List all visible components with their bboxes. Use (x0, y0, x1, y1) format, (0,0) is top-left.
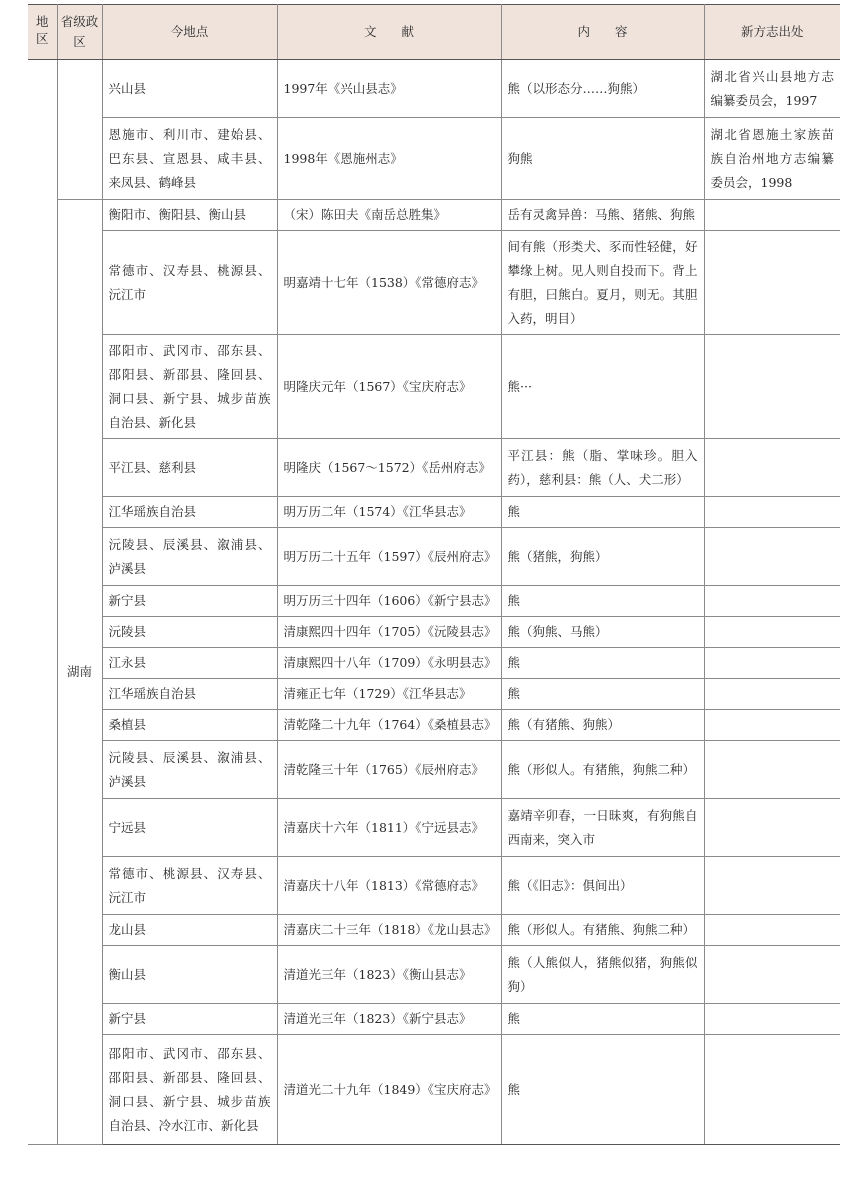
literature-cell: 明隆庆（1567～1572）《岳州府志》 (277, 439, 501, 497)
source-cell (704, 231, 840, 335)
source-cell (704, 741, 840, 799)
content-cell: 熊（形似人。有猪熊、狗熊二种） (501, 915, 704, 946)
place-cell: 江华瑶族自治县 (102, 497, 277, 528)
source-cell (704, 857, 840, 915)
table-row (28, 648, 840, 679)
place-cell: 江华瑶族自治县 (102, 679, 277, 710)
literature-cell: 明嘉靖十七年（1538）《常德府志》 (277, 231, 501, 335)
source-cell (704, 335, 840, 439)
content-cell: 岳有灵禽异兽：马熊、猪熊、狗熊 (501, 200, 704, 231)
place-cell: 龙山县 (102, 915, 277, 946)
literature-cell: 清雍正七年（1729）《江华县志》 (277, 679, 501, 710)
content-cell: 狗熊 (501, 118, 704, 200)
literature-cell: 清乾隆二十九年（1764）《桑植县志》 (277, 710, 501, 741)
source-cell (704, 799, 840, 857)
literature-cell: 清道光三年（1823）《新宁县志》 (277, 1004, 501, 1035)
literature-cell: 清道光二十九年（1849）《宝庆府志》 (277, 1035, 501, 1145)
place-cell: 宁远县 (102, 799, 277, 857)
literature-cell: 清嘉庆十六年（1811）《宁远县志》 (277, 799, 501, 857)
place-cell: 衡阳市、衡阳县、衡山县 (102, 200, 277, 231)
table-row (28, 710, 840, 741)
literature-cell: 清康熙四十四年（1705）《沅陵县志》 (277, 617, 501, 648)
place-cell: 沅陵县、辰溪县、溆浦县、泸溪县 (102, 528, 277, 586)
gazetteer-table (28, 4, 840, 1145)
place-cell: 常德市、汉寿县、桃源县、沅江市 (102, 231, 277, 335)
source-cell (704, 439, 840, 497)
source-cell (704, 679, 840, 710)
table-header-row (28, 5, 840, 60)
source-cell: 湖北省恩施土家族苗族自治州地方志编纂委员会，1998 (704, 118, 840, 200)
table-row (28, 679, 840, 710)
literature-cell: 清康熙四十八年（1709）《永明县志》 (277, 648, 501, 679)
table-row (28, 200, 840, 231)
literature-cell: 明万历二年（1574）《江华县志》 (277, 497, 501, 528)
source-cell (704, 915, 840, 946)
content-cell: 熊（《旧志》：俱间出） (501, 857, 704, 915)
place-cell: 桑植县 (102, 710, 277, 741)
place-cell: 衡山县 (102, 946, 277, 1004)
place-cell: 新宁县 (102, 1004, 277, 1035)
table-row (28, 118, 840, 200)
literature-cell: 明万历三十四年（1606）《新宁县志》 (277, 586, 501, 617)
content-cell: 熊 (501, 1035, 704, 1145)
table-row (28, 1004, 840, 1035)
place-cell: 常德市、桃源县、汉寿县、沅江市 (102, 857, 277, 915)
source-cell (704, 710, 840, 741)
table-row (28, 231, 840, 335)
table-row (28, 857, 840, 915)
table-row (28, 335, 840, 439)
header-province: 省级政区 (57, 5, 102, 60)
place-cell: 邵阳市、武冈市、邵东县、邵阳县、新邵县、隆回县、洞口县、新宁县、城步苗族自治县、新化县 (102, 335, 277, 439)
table-row (28, 799, 840, 857)
source-cell: 湖北省兴山县地方志编纂委员会，1997 (704, 60, 840, 118)
province-cell: 湖南 (57, 200, 102, 1145)
source-cell (704, 1004, 840, 1035)
table-row (28, 617, 840, 648)
content-cell: 熊（有猪熊、狗熊） (501, 710, 704, 741)
source-cell (704, 1035, 840, 1145)
content-cell: 熊 (501, 1004, 704, 1035)
table-row (28, 497, 840, 528)
table-row (28, 60, 840, 118)
literature-cell: 清嘉庆二十三年（1818）《龙山县志》 (277, 915, 501, 946)
content-cell: 熊（人熊似人，猪熊似猪，狗熊似狗） (501, 946, 704, 1004)
place-cell: 邵阳市、武冈市、邵东县、邵阳县、新邵县、隆回县、洞口县、新宁县、城步苗族自治县、冷水江市、新化县 (102, 1035, 277, 1145)
content-cell: 熊（形似人。有猪熊，狗熊二种） (501, 741, 704, 799)
content-cell: 熊 (501, 497, 704, 528)
content-cell: 嘉靖辛卯春，一日昧爽，有狗熊自西南来，突入市 (501, 799, 704, 857)
source-cell (704, 946, 840, 1004)
literature-cell: 明隆庆元年（1567）《宝庆府志》 (277, 335, 501, 439)
table-row (28, 946, 840, 1004)
header-content: 内 容 (501, 5, 704, 60)
content-cell: 熊（狗熊、马熊） (501, 617, 704, 648)
table-row (28, 586, 840, 617)
place-cell: 沅陵县 (102, 617, 277, 648)
table-row (28, 915, 840, 946)
literature-cell: 清嘉庆十八年（1813）《常德府志》 (277, 857, 501, 915)
header-source: 新方志出处 (704, 5, 840, 60)
header-region: 地区 (28, 5, 57, 60)
place-cell: 新宁县 (102, 586, 277, 617)
place-cell: 江永县 (102, 648, 277, 679)
source-cell (704, 200, 840, 231)
content-cell: 熊 (501, 679, 704, 710)
source-cell (704, 497, 840, 528)
place-cell: 兴山县 (102, 60, 277, 118)
literature-cell: 1997年《兴山县志》 (277, 60, 501, 118)
table-row (28, 439, 840, 497)
literature-cell: （宋）陈田夫《南岳总胜集》 (277, 200, 501, 231)
table-row (28, 1035, 840, 1145)
content-cell: 熊··· (501, 335, 704, 439)
content-cell: 熊 (501, 586, 704, 617)
place-cell: 平江县、慈利县 (102, 439, 277, 497)
content-cell: 熊（以形态分……狗熊） (501, 60, 704, 118)
place-cell: 沅陵县、辰溪县、溆浦县、泸溪县 (102, 741, 277, 799)
literature-cell: 清道光三年（1823）《衡山县志》 (277, 946, 501, 1004)
table-row (28, 528, 840, 586)
header-literature: 文 献 (277, 5, 501, 60)
literature-cell: 1998年《恩施州志》 (277, 118, 501, 200)
content-cell: 熊（猪熊，狗熊） (501, 528, 704, 586)
source-cell (704, 617, 840, 648)
place-cell: 恩施市、利川市、建始县、巴东县、宣恩县、咸丰县、来凤县、鹤峰县 (102, 118, 277, 200)
source-cell (704, 586, 840, 617)
province-cell-hubei (57, 60, 102, 200)
header-place: 今地点 (102, 5, 277, 60)
region-cell (28, 60, 57, 1145)
content-cell: 间有熊（形类犬、豕而性轻健，好攀缘上树。见人则自投而下。背上有胆，曰熊白。夏月，则无。其胆入药，明目） (501, 231, 704, 335)
content-cell: 熊 (501, 648, 704, 679)
literature-cell: 明万历二十五年（1597）《辰州府志》 (277, 528, 501, 586)
table-row (28, 741, 840, 799)
source-cell (704, 648, 840, 679)
source-cell (704, 528, 840, 586)
literature-cell: 清乾隆三十年（1765）《辰州府志》 (277, 741, 501, 799)
content-cell: 平江县：熊（脂、掌味珍。胆入药），慈利县：熊（人、犬二形） (501, 439, 704, 497)
